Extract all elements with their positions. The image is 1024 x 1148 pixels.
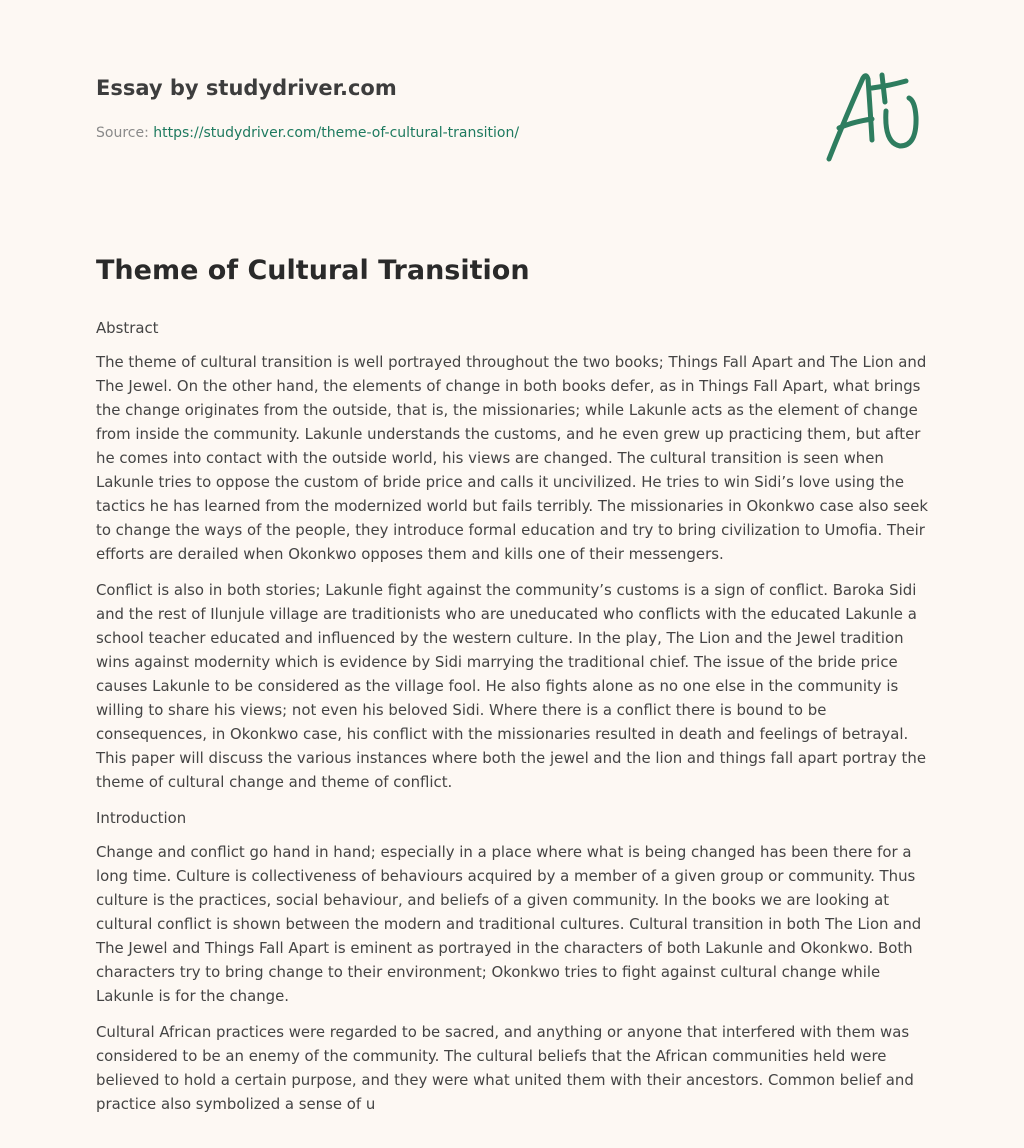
abstract-paragraph-1: The theme of cultural transition is well portrayed throughout the two books; Things Fall Apart and The Lion and The Jewel. On the other hand, the elements of change in both books defer, as in Things Fall Apart, what brings the change originates from the outside, that is, the missionaries; while Lakunle acts as the element of change from inside the community. Lakunle understands the customs, and he even grew up practicing them, but after he comes into contact with the outside world, his views are changed. The cultural transition is seen when Lakunle tries to oppose the custom of bride price and calls it uncivilized. He tries to win Sidi’s love using the tactics he has learned from the modernized world but fails terribly. The missionaries in Okonkwo case also seek to change the ways of the people, they introduce formal education and try to bring civilization to Umofia. Their efforts are derailed when Okonkwo opposes them and kills one of their messengers. <box>96 353 928 563</box>
document-title: Theme of Cultural Transition <box>96 255 530 286</box>
a-plus-logo-icon <box>820 66 930 166</box>
source-link[interactable]: https://studydriver.com/theme-of-cultural-transition/ <box>153 125 520 141</box>
source-label: Source: <box>96 125 149 141</box>
document-body <box>96 316 938 1128</box>
source-line <box>96 125 519 141</box>
abstract-paragraph-2: Conflict is also in both stories; Lakunle fight against the community’s customs is a sign of conflict. Baroka Sidi and the rest of Ilunjule village are traditionists who are uneducated who conflicts with the educated Lakunle a school teacher educated and influenced by the western culture. In the play, The Lion and the Jewel tradition wins against modernity which is evidence by Sidi marrying the traditional chief. The issue of the bride price causes Lakunle to be considered as the village fool. He also fights alone as no one else in the community is willing to share his views; not even his beloved Sidi. Where there is a conflict there is bound to be consequences, in Okonkwo case, his conflict with the missionaries resulted in death and feelings of betrayal. This paper will discuss the various instances where both the jewel and the lion and things fall apart portray the theme of cultural change and theme of conflict. <box>96 581 926 791</box>
abstract-heading: Abstract <box>96 319 159 337</box>
a-plus-logo-graphic <box>820 66 930 166</box>
site-brand: Essay by studydriver.com <box>96 76 397 100</box>
introduction-heading: Introduction <box>96 809 187 827</box>
introduction-paragraph-2: Cultural African practices were regarded to be sacred, and anything or anyone that interfered with them was considered to be an enemy of the community. The cultural beliefs that the African communities held were believed to hold a certain purpose, and they were what united them with their ancestors. Common belief and practice also symbolized a sense of u <box>96 1023 914 1113</box>
introduction-paragraph-1: Change and conflict go hand in hand; especially in a place where what is being changed has been there for a long time. Culture is collectiveness of behaviours acquired by a member of a given group or community. Thus culture is the practices, social behaviour, and beliefs of a given community. In the books we are looking at cultural conflict is shown between the modern and traditional cultures. Cultural transition in both The Lion and The Jewel and Things Fall Apart is eminent as portrayed in the characters of both Lakunle and Okonkwo. Both characters try to bring change to their environment; Okonkwo tries to fight against cultural change while Lakunle is for the change. <box>96 843 922 1005</box>
